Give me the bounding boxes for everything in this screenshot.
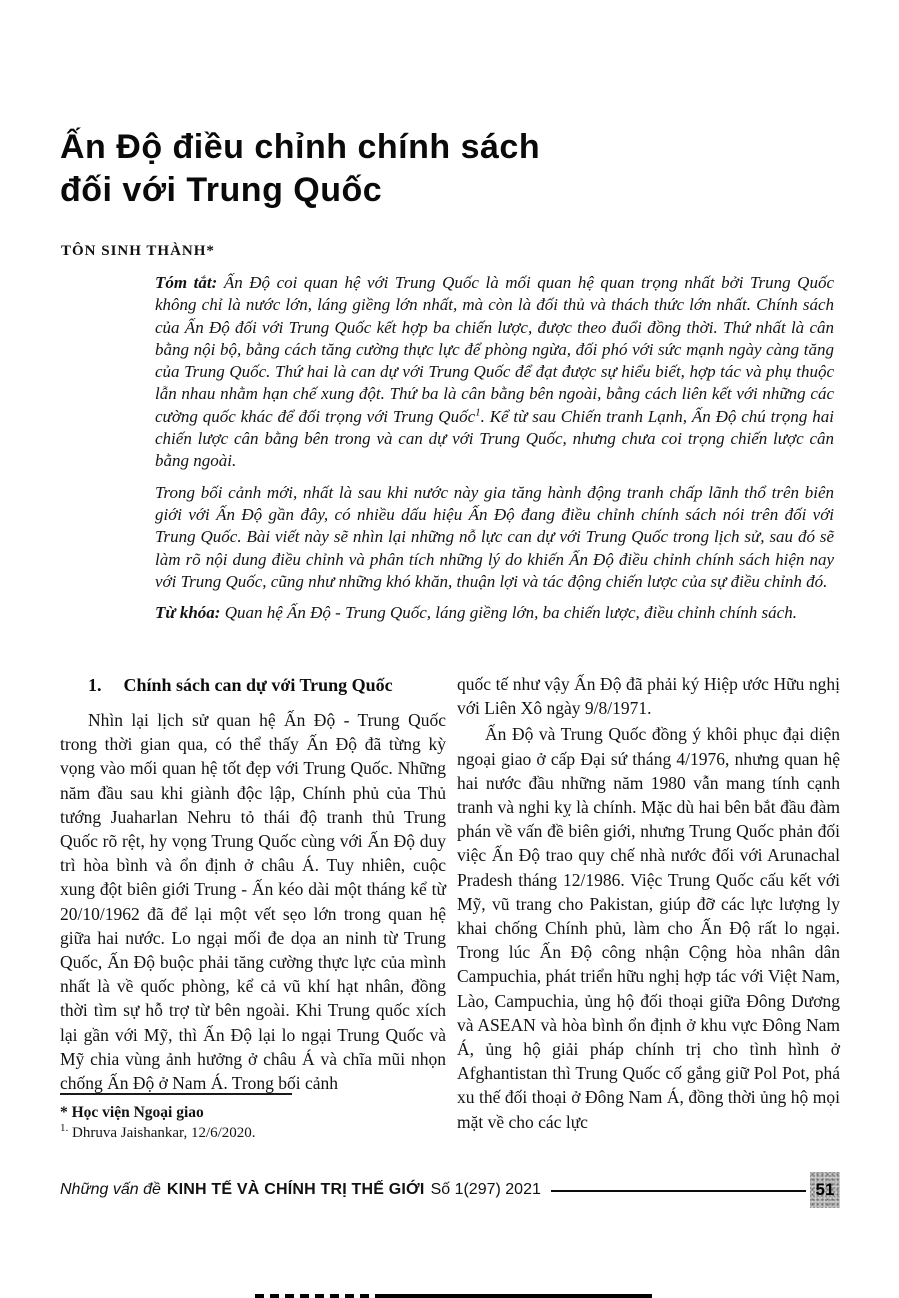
abstract-paragraph-1 bbox=[155, 272, 834, 473]
body-column-right bbox=[457, 672, 840, 1134]
section-1-heading bbox=[60, 672, 446, 698]
page-number-badge: 51 bbox=[810, 1172, 840, 1208]
journal-issue: Số 1(297) 2021 bbox=[430, 1181, 541, 1198]
abstract-label: Tóm tắt: bbox=[155, 273, 218, 292]
article-title-line1: Ấn Độ điều chỉnh chính sách bbox=[60, 128, 541, 166]
abstract-text-1b: . Kể từ sau Chiến tranh Lạnh, Ấn Độ chú trọng hai chiến lược cân bằng bên trong và can dự với Trung Quốc, nhưng chưa coi trọng chiến lược cân bằng ngoài. bbox=[155, 406, 834, 471]
footnote-reference-1: 1 bbox=[475, 406, 481, 419]
footnote-1-marker: 1. bbox=[60, 1122, 69, 1134]
journal-name-bold: KINH TẾ VÀ CHÍNH TRỊ THẾ GIỚI bbox=[166, 1181, 425, 1198]
footnote-1 bbox=[60, 1123, 446, 1144]
section-1-title: Chính sách can dự với Trung Quốc bbox=[123, 675, 393, 695]
scan-artifact-bottom-bar bbox=[0, 1293, 899, 1298]
article-title-line2: đối với Trung Quốc bbox=[60, 171, 383, 209]
keywords-label: Từ khóa: bbox=[155, 603, 221, 623]
author-affiliation-note bbox=[60, 1102, 446, 1123]
body-column-left bbox=[60, 672, 446, 1095]
article-title bbox=[60, 126, 700, 212]
keywords-line bbox=[155, 602, 834, 624]
body-paragraph-right-1: quốc tế như vậy Ấn Độ đã phải ký Hiệp ước Hữu nghị với Liên Xô ngày 9/8/1971. bbox=[457, 674, 840, 719]
footnote-divider bbox=[60, 1093, 292, 1095]
section-1-number: 1. bbox=[88, 675, 102, 695]
journal-name-italic: Những vấn đề bbox=[60, 1181, 161, 1198]
journal-footer bbox=[60, 1172, 840, 1208]
abstract-section bbox=[155, 272, 834, 633]
body-paragraph-right-2: Ấn Độ và Trung Quốc đồng ý khôi phục đại diện ngoại giao ở cấp Đại sứ tháng 4/1976, nhưng quan hệ hai nước đầu những năm 1980 vẫn mang tính cạnh tranh và nghi kỵ là chính. Mặc dù hai bên bắt đầu đàm phán về vấn đề biên giới, nhưng Trung Quốc phản đối việc Ấn Độ trao quy chế nhà nước đối với Arunachal Pradesh tháng 12/1986. Việc Trung Quốc cấu kết với Mỹ, vũ trang cho Pakistan, giúp đỡ các lực lượng ly khai chống Chính phủ, làm cho Ấn Độ rất lo ngại. Trong lúc Ấn Độ công nhận Cộng hòa nhân dân Campuchia, phát triển hữu nghị hợp tác với Việt Nam, Lào, Campuchia, ủng hộ đối thoại giữa Đông Dương và ASEAN và hòa bình ổn định ở khu vực Đông Nam Á, ủng hộ giải pháp chính trị cho tình hình ở Afghantistan thì Trung Quốc cố gắng giữ Pol Pot, phá xu thế đối thoại ở Đông Nam Á, đồng thời ủng hộ mọi mặt về cho các lực bbox=[457, 724, 840, 1132]
author-name: TÔN SINH THÀNH* bbox=[61, 243, 215, 259]
footnote-1-text: Dhruva Jaishankar, 12/6/2020. bbox=[72, 1125, 256, 1141]
scan-artifact-dashes bbox=[255, 1294, 381, 1298]
abstract-text-1a: Ấn Độ coi quan hệ với Trung Quốc là mối quan hệ quan trọng nhất bởi Trung Quốc không chỉ là nước lớn, láng giềng lớn nhất, mà còn là đối thủ và thách thức lớn nhất. Chính sách của Ấn Độ đối với Trung Quốc kết hợp ba chiến lược, được theo đuổi đồng thời. Thứ nhất là cân bằng nội bộ, bằng cách tăng cường thực lực để phòng ngừa, đối phó với sức mạnh ngày càng tăng của Trung Quốc. Thứ hai là can dự với Trung Quốc để đạt được sự hiểu biết, hợp tác và phụ thuộc lẫn nhau nhằm hạn chế xung đột. Thứ ba là cân bằng bên ngoài, bằng cách liên kết với những các cường quốc khác để đối trọng với Trung Quốc bbox=[155, 273, 834, 426]
body-paragraph-left-1: Nhìn lại lịch sử quan hệ Ấn Độ - Trung Quốc trong thời gian qua, có thể thấy Ấn Độ đã từng kỳ vọng vào mối quan hệ tốt đẹp với Trung Quốc. Những năm đầu sau khi giành độc lập, Chính phủ của Thủ tướng Juaharlan Nehru tỏ thái độ tranh thủ Trung Quốc rõ rệt, hy vọng Trung Quốc cùng với Ấn Độ duy trì hòa bình và ổn định ở châu Á. Tuy nhiên, cuộc xung đột biên giới Trung - Ấn kéo dài một tháng kể từ 20/10/1962 đã để lại một vết sẹo lớn trong quan hệ giữa hai nước. Lo ngại mối đe dọa an ninh từ Trung Quốc, Ấn Độ buộc phải tăng cường thực lực của mình nhất là về quốc phòng, kể cả vũ khí hạt nhân, đồng thời tìm sự hỗ trợ từ bên ngoài. Khi Trung quốc xích lại gần với Mỹ, thì Ấn Độ lại lo ngại Trung Quốc và Mỹ chia vùng ảnh hưởng ở châu Á và chĩa mũi nhọn chống Ấn Độ ở Nam Á. Trong bối cảnh bbox=[60, 710, 446, 1094]
footer-rule bbox=[551, 1190, 806, 1192]
abstract-paragraph-2: Trong bối cảnh mới, nhất là sau khi nước này gia tăng hành động tranh chấp lãnh thổ trên biên giới với Ấn Độ gần đây, có nhiều dấu hiệu Ấn Độ đang điều chỉnh chính sách nói trên đối với Trung Quốc. Bài viết này sẽ nhìn lại những nỗ lực can dự với Trung Quốc trong lịch sử, sau đó sẽ làm rõ nội dung điều chỉnh và phân tích những lý do khiến Ấn Độ điều chỉnh chính sách hiện nay với Trung Quốc, cũng như những khó khăn, thuận lợi và tác động chiến lược của sự điều chỉnh đó. bbox=[155, 482, 834, 591]
affiliation-text: Học viện Ngoại giao bbox=[71, 1104, 204, 1121]
footnotes-block bbox=[60, 1093, 446, 1144]
affiliation-marker: * bbox=[60, 1104, 68, 1121]
keywords-text: Quan hệ Ấn Độ - Trung Quốc, láng giềng lớn, ba chiến lược, điều chỉnh chính sách. bbox=[220, 603, 797, 623]
scan-artifact-solid-line bbox=[378, 1294, 652, 1298]
